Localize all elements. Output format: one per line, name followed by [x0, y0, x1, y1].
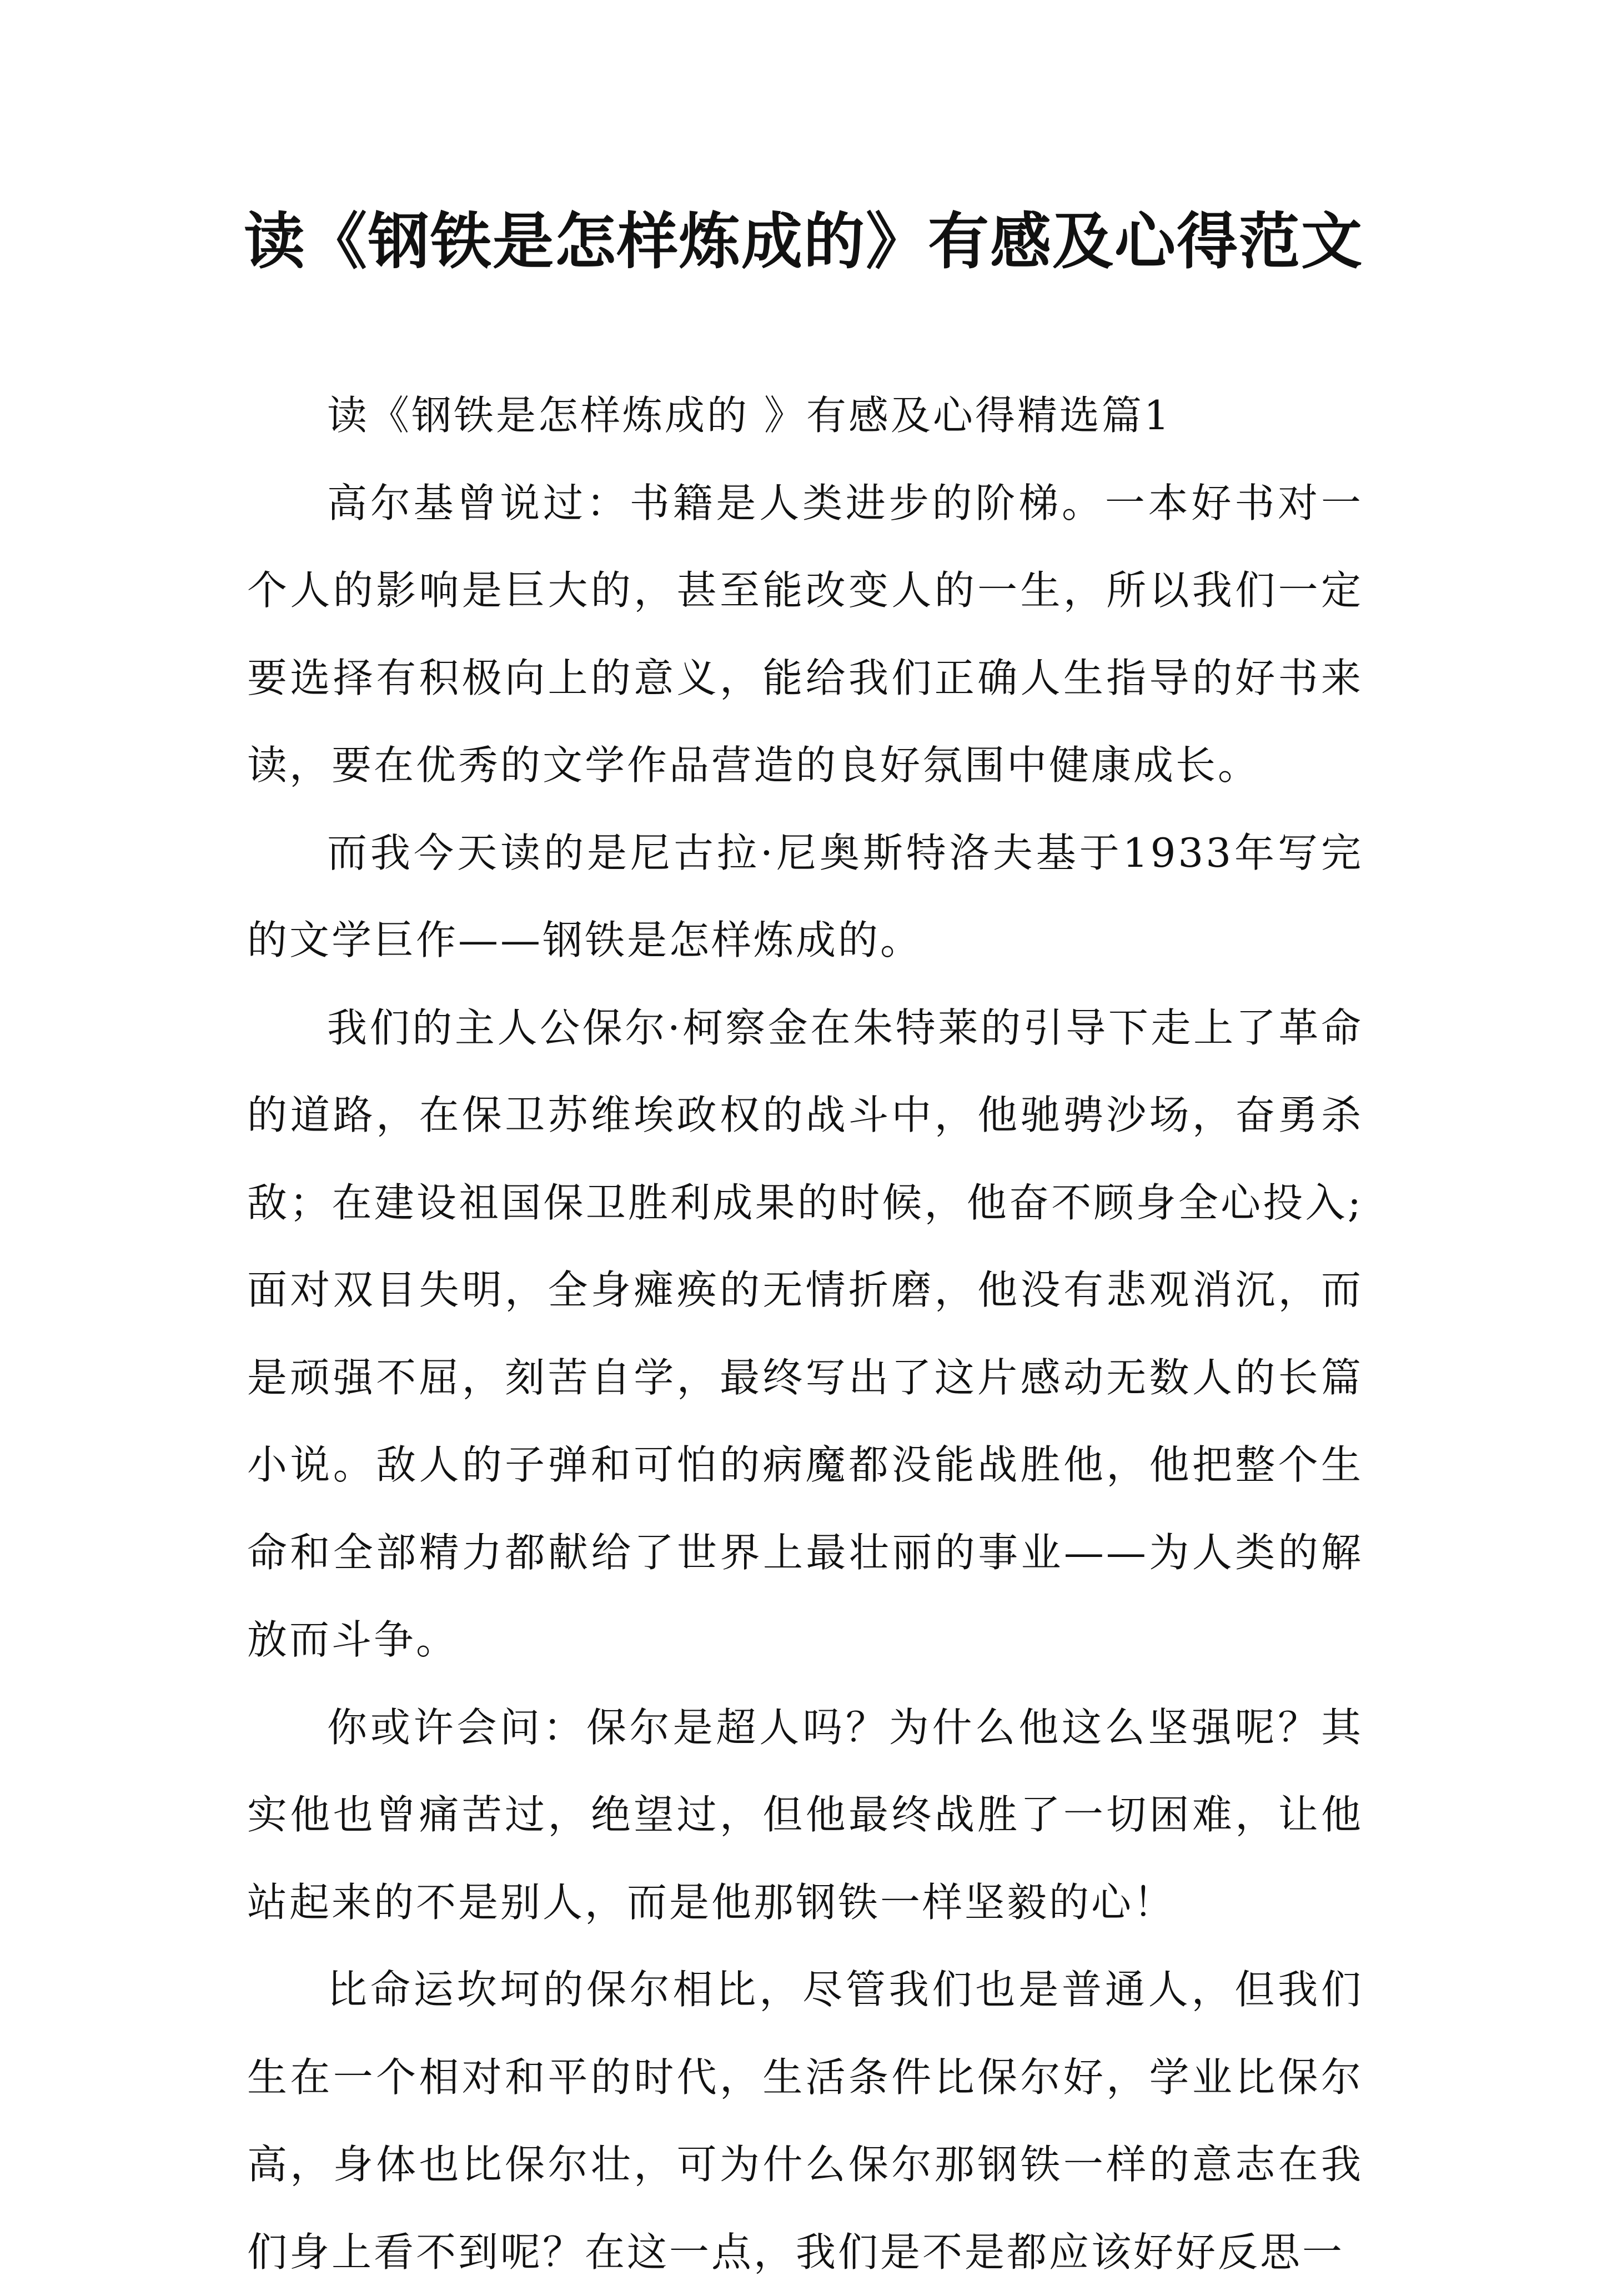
paragraph: 我们的主人公保尔·柯察金在朱特莱的引导下走上了革命的道路，在保卫苏维埃政权的战斗中，他驰骋沙场，奋勇杀敌；在建设祖国保卫胜利成果的时候，他奋不顾身全心投入;面对双目失明，全身瘫痪的无情折磨，他没有悲观消沉，而是顽强不屈，刻苦自学，最终写出了这片感动无数人的长篇小说。敌人的子弹和可怕的病魔都没能战胜他，他把整个生命和全部精力都献给了世界上最壮丽的事业——为人类的解放而斗争。 [247, 1004, 1363, 1663]
paragraph: 而我今天读的是尼古拉·尼奥斯特洛夫基于1933年写完的文学巨作——钢铁是怎样炼成的。 [247, 829, 1363, 963]
paragraph: 比命运坎坷的保尔相比，尽管我们也是普通人，但我们生在一个相对和平的时代，生活条件比保尔好，学业比保尔高，身体也比保尔壮，可为什么保尔那钢铁一样的意志在我们身上看不到呢？在这一点，我们是不是都应该好好反思一 [247, 1966, 1363, 2275]
section-heading: 读《钢铁是怎样炼成的 》有感及心得精选篇1 [327, 392, 1172, 439]
document-body [247, 372, 1363, 2296]
paragraph: 你或许会问：保尔是超人吗？为什么他这么坚强呢？其实他也曾痛苦过，绝望过，但他最终战胜了一切困难，让他站起来的不是别人，而是他那钢铁一样坚毅的心！ [247, 1704, 1363, 1926]
document-title: 读《钢铁是怎样炼成的》有感及心得范文 [244, 206, 1363, 277]
paragraph: 高尔基曾说过：书籍是人类进步的阶梯。一本好书对一个人的影响是巨大的，甚至能改变人的一生，所以我们一定要选择有积极向上的意义，能给我们正确人生指导的好书来读，要在优秀的文学作品营造的良好氛围中健康成长。 [247, 479, 1363, 788]
